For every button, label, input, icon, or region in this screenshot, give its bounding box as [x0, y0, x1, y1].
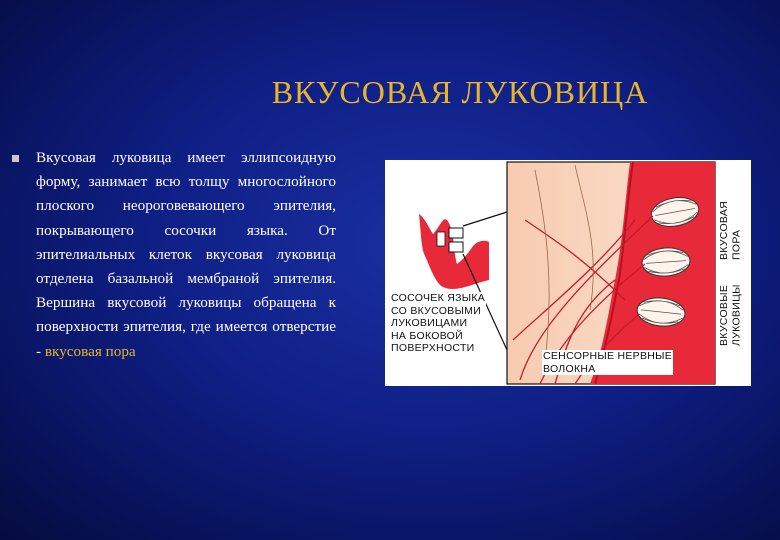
bullet-marker [12, 155, 19, 162]
label-taste-pore: ВКУСОВАЯ ПОРА [718, 200, 743, 260]
taste-bud-illustration [385, 160, 751, 386]
body-highlight: вкусовая пора [44, 342, 136, 360]
body-paragraph [36, 146, 336, 364]
label-taste-bulbs: ВКУСОВЫЕ ЛУКОВИЦЫ [718, 284, 743, 346]
slide-title: ВКУСОВАЯ ЛУКОВИЦА [271, 74, 649, 110]
label-nerve-fibers: СЕНСОРНЫЕ НЕРВНЫЕ ВОЛОКНА [543, 350, 673, 375]
label-papilla: СОСОЧЕК ЯЗЫКА СО ВКУСОВЫМИ ЛУКОВИЦАМИ НА БОКОВОЙ ПОВЕРХНОСТИ [391, 292, 486, 355]
connector-line [463, 212, 507, 226]
body-text: Вкусовая луковица имеет эллипсоидную форму, занимает всю толщу многослойного плоского неороговевающего эпителия, покрывающего сосочки языка. От эпителиальных клеток вкусовая луковица отделена базальной мембраной эпителия. Вершина вкусовой луковицы обращена к поверхности эпителия, где имеется отверстие - [36, 149, 336, 360]
